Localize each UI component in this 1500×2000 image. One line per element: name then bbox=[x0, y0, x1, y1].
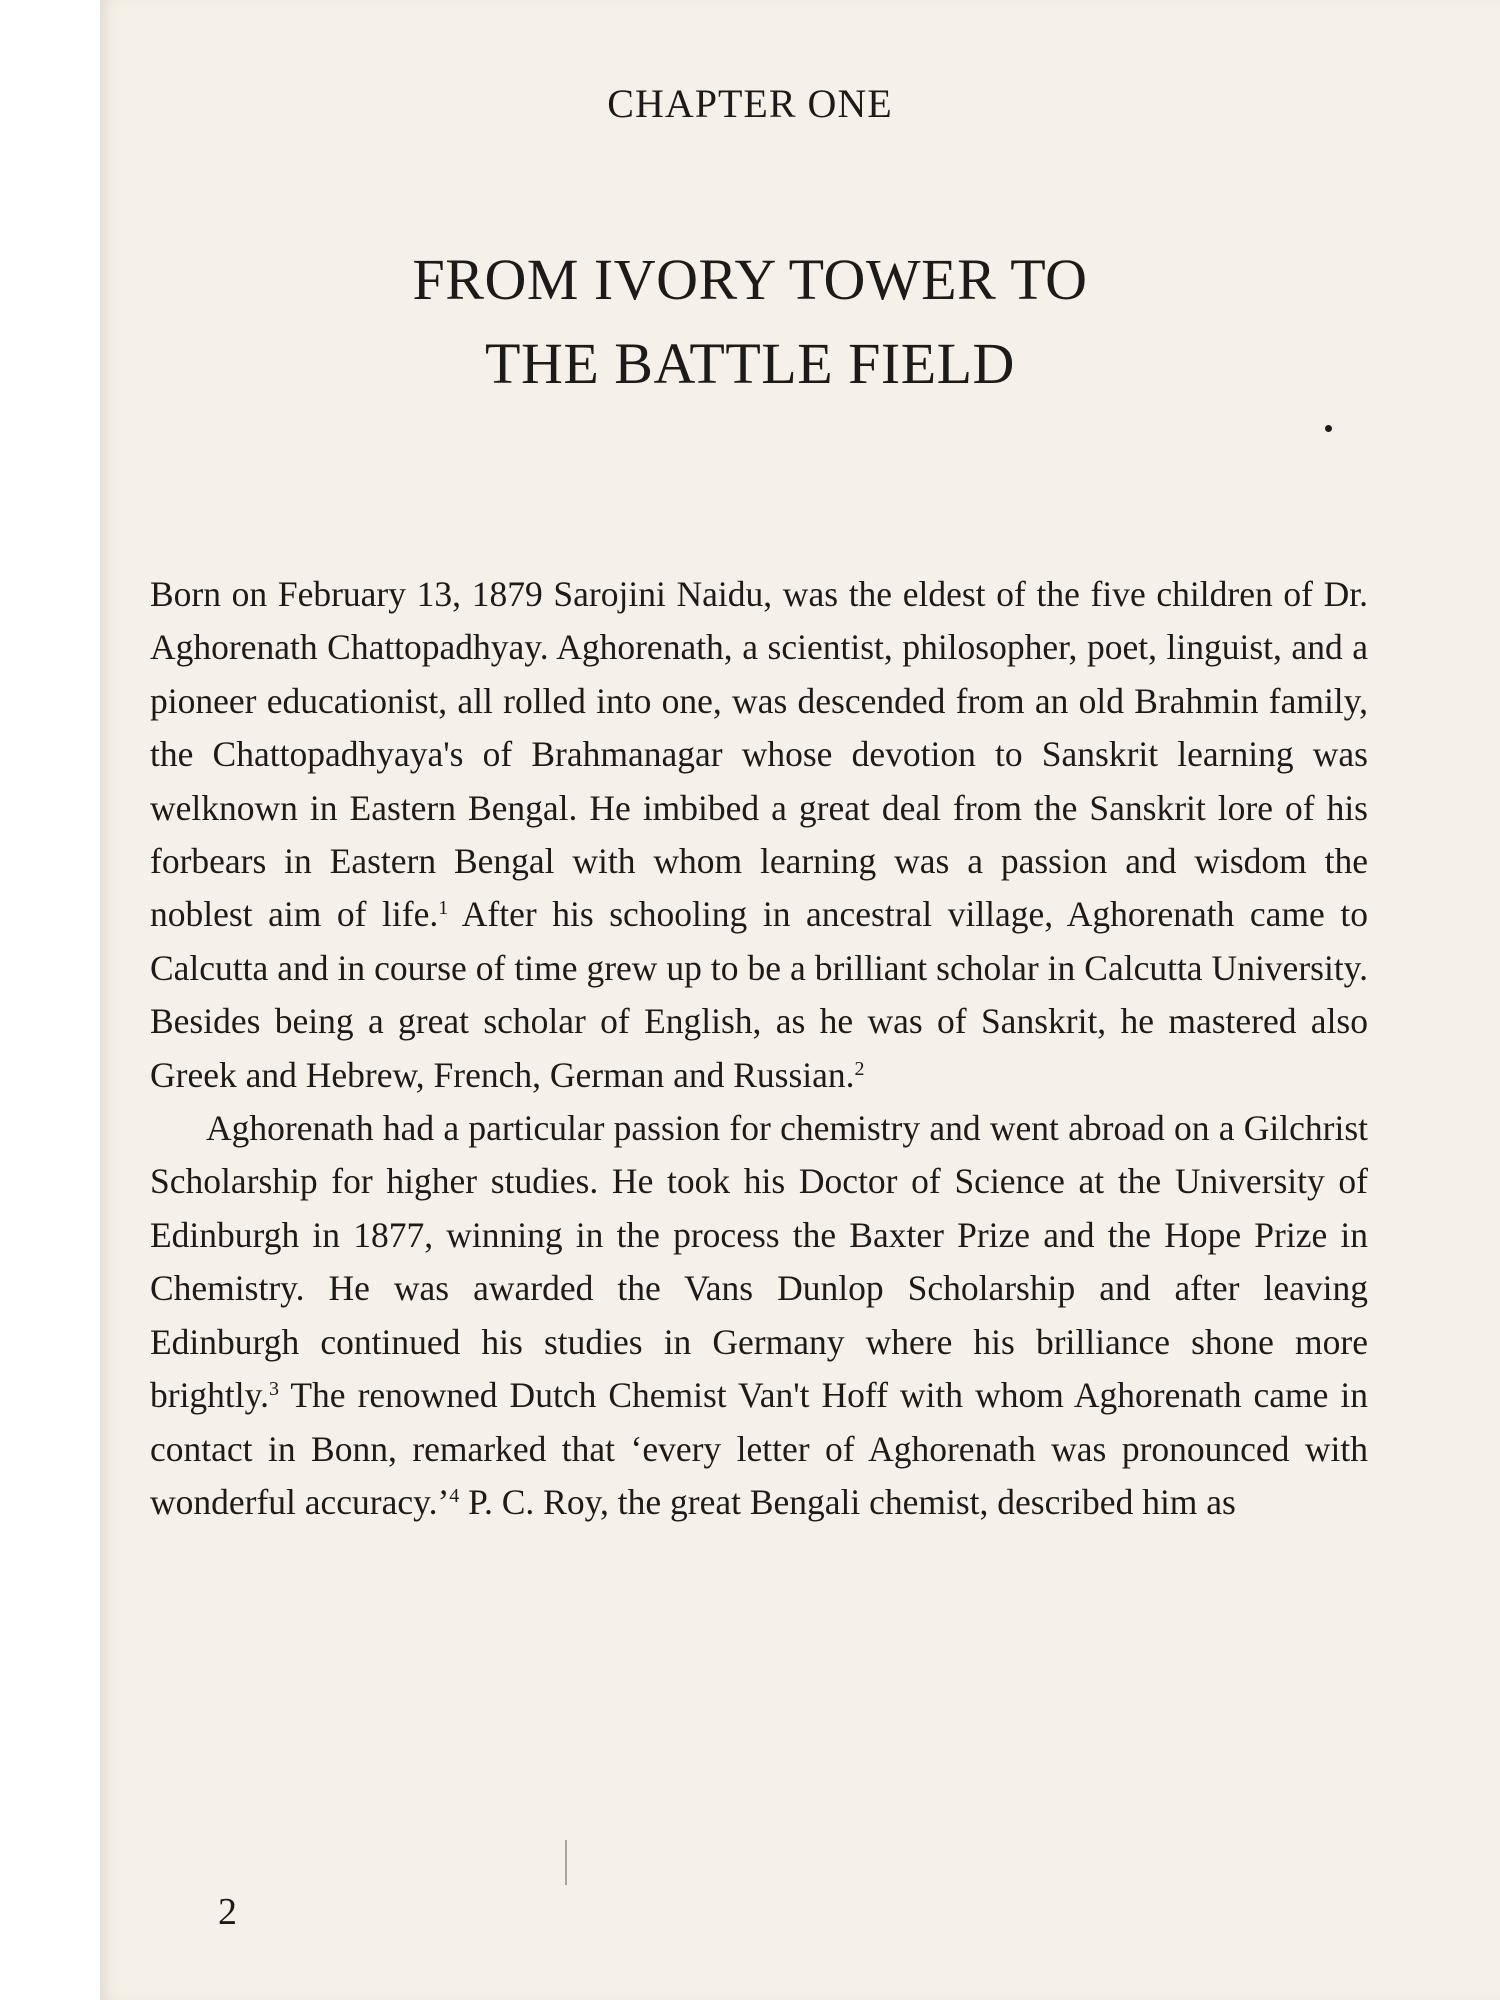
footnote-ref-1: 1 bbox=[438, 897, 449, 920]
page-number: 2 bbox=[218, 1891, 237, 1933]
footnote-ref-3: 3 bbox=[268, 1378, 279, 1401]
body-text bbox=[150, 568, 1368, 1529]
stray-print-mark bbox=[1325, 425, 1332, 432]
chapter-title-line-2: THE BATTLE FIELD bbox=[485, 331, 1015, 396]
paragraph-1-text-a: Born on February 13, 1879 Sarojini Naidu, was the eldest of the five children of Dr. Aghorenath Chattopadhyay. Aghorenath, a scientist, philosopher, poet, linguist, and a pioneer educationist, all rolled into one, was descended from an old Brahmin family, the Chattopadhyaya's of Brahmanagar whose devotion to Sanskrit learning was welknown in Eastern Bengal. He imbibed a great deal from the Sanskrit lore of his forbears in Eastern Bengal with whom learning was a passion and wisdom the noblest aim of life. bbox=[150, 574, 1368, 935]
chapter-label: CHAPTER ONE bbox=[607, 81, 893, 126]
chapter-title-line-1: FROM IVORY TOWER TO bbox=[412, 247, 1088, 312]
paragraph-2-text-b: The renowned Dutch Chemist Van't Hoff with whom Aghorenath came in contact in Bonn, remarked that ‘every letter of Aghorenath was pronounced with wonderful accuracy.’ bbox=[150, 1375, 1368, 1522]
paragraph-1-text-b: After his schooling in ancestral village, Aghorenath came to Calcutta and in course of time grew up to be a brilliant scholar in Calcutta University. Besides being a great scholar of English, as he was of Sanskrit, he mastered also Greek and Hebrew, French, German and Russian. bbox=[150, 894, 1368, 1095]
paragraph-1 bbox=[150, 568, 1368, 1102]
paragraph-2 bbox=[150, 1102, 1368, 1529]
footnote-ref-2: 2 bbox=[854, 1057, 865, 1080]
paragraph-2-text-c: P. C. Roy, the great Bengali chemist, described him as bbox=[459, 1481, 1236, 1522]
footnote-ref-4: 4 bbox=[449, 1484, 460, 1507]
chapter-title bbox=[0, 238, 1500, 406]
crease-mark bbox=[565, 1840, 567, 1885]
paragraph-2-text-a: Aghorenath had a particular passion for chemistry and went abroad on a Gilchrist Scholarship for higher studies. He took his Doctor of Science at the University of Edinburgh in 1877, winning in the process the Baxter Prize and the Hope Prize in Chemistry. He was awarded the Vans Dunlop Scholarship and after leaving Edinburgh continued his studies in Germany where his brilliance shone more brightly. bbox=[150, 1108, 1368, 1416]
